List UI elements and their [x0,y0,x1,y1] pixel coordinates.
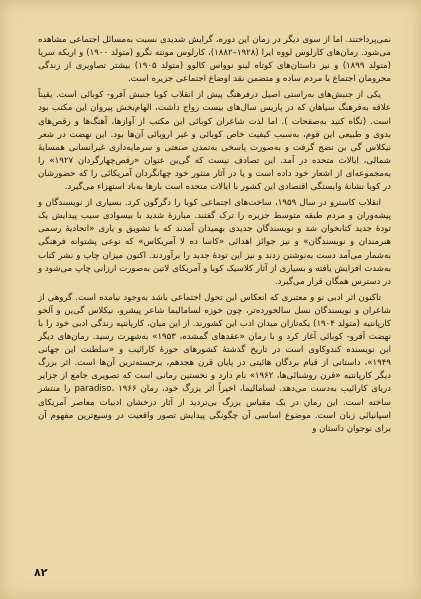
paragraph-2: یکی از جنبش‌های به‌راستی اصیل درفرهنگ پیش از انقلاب کوبا جنبش آفرو- کوبائی است. یقیناً علاقه به‌فرهنگ سیاهان که در پاریس سال‌های بیست رواج داشت، الهام‌بخش پیروان این مکتب بود است. (نگاه کنید به‌صفحات ). اما لذت شاعران کوبائی این مکتب از آوازها، آهنگ‌ها و رقص‌های بدوی و طبیعی این قوم، به‌سبب کیفیت خاص کوبائی و غیر اروپائی آن‌ها بود. این نهضت در شعر نیکلاس گی بن نضج گرفت و به‌صورت پاسخی به‌تمدن صنعتی و سرمایه‌داری غیرانسانی همسایهٔ شمالی، ایالات متحده در آمد. این تصادف نیست که گی‌ین عنوان «رقص‌چهارگردان ۱۹۲۷» را به‌مجموعه‌ای از اشعار خود داده است و یا در آثار منثور خود چهانگردان آمریکائی را که حضورشان در کوبا نشانهٔ وابستگی اقتصادی این کشور با ایالات متحده است بارها به‌باد استهزاء می‌گیرد. [38,90,392,193]
body-text [38,34,391,559]
page-number: ۸۲ [34,566,48,579]
paragraph-4: تاکنون اثر ادبی نو و معتبری که انعکاس این تحول اجتماعی باشد به‌وجود نیامده است. گروهی از شاعران و نویسندگان نسل سالخورده‌تر، چون خوزه لساماليما شاعر پیشرو، نیکلاس گی‌ین و آلخو کارپانتیه (متولد ۱۹۰۴) یکه‌تازان میدان ادب این کشورند. از این میان، کارپانتیه زندگی ادبی خود را با نهضت آفرو- کوبائی آغاز کرد و با رمان «عقدهای گمشده، ۱۹۵۳» به‌شهرت رسید. رمان‌های دیگر این نویسنده کندوکاوی است در تاریخ گذشتهٔ کشورهای حوزهٔ کارائیب و «سلطنت این جهانی ۱۹۴۹»، داستانی از قیام بردگان هائیتی در پایان قرن هجدهم، برجسته‌ترین آن‌ها است. اثر بزرگ دیگر کارپانتیه «قرن روشنائی‌ها، ۱۹۶۲» نام دارد و نخستین رمانی است که تصویری جامع از جزایر دریای کارائیب به‌دست می‌دهد. لسامالیما، اخیراً اثر بزرگ خود، رمان paradiso، ۱۹۶۶ را منتشر ساخته است. این رمان در یک مقیاس بزرگ بی‌تردید از آثار درخشان ادبیات معاصر آمریکای اسپانیائی زبان است. موضوع اساسی آن چگونگی پیدایش تصور واقعیت در وسیع‌ترین مفهوم آن برای نوجوان داستان و [38,292,392,434]
paragraph-1: نمی‌پرداختند. اما از سوی دیگر در زمان این دوره، گرایش شدیدی نسبت به‌مسائل اجتماعی مشاهده می‌شود. رمان‌های کارلوس لووه ایرا (۱۹۲۸–۱۸۸۲)، کارلوس مونته نگرو (متولد ۱۹۰۰) و اریکه سرپا (متولد ۱۸۹۹) و نیز داستان‌های کوتاه لینو نوواس کالوو (متولد ۱۹۰۵) بیشتر تصاویری از زندگی محرومان اجتماع یا مردم ساده و متضمن نقد اوضاع اجتماعی جزیره است. [38,35,391,85]
paragraph-3: انقلاب کاسترو در سال ۱۹۵۹، ساخت‌های اجتماعی کوبا را دگرگون کرد. بسیاری از نویسندگان و پیشه‌وران و مردم طبقه متوسط جزیره را ترک گفتند. مبارزهٔ شدید با بیسوادی سبب پیدایش یک تودهٔ جدید کتابخوان شد و نویسندگان جدیدی بهمیدان آمدند که با تشویق و یاری «اتحادیهٔ رسمی هنرمندان و نویسندگان» و نیز جوائز اهدائی «کاسا ده لا آمریکاس» که نوعی پشتوانه فرهنگی به‌شمار می‌آمد دست به‌نوشتن زدند و نیز این تودهٔ جدید را برآوردند. اکنون میزان چاپ و نشر کتاب به‌شدت افزایش یافته و بسیاری از آثار کلاسیک کوبا و آمریکای لاتین به‌صورت ارزانی چاپ می‌شود و در دسترس همگان قرار می‌گیرد. [38,198,391,287]
